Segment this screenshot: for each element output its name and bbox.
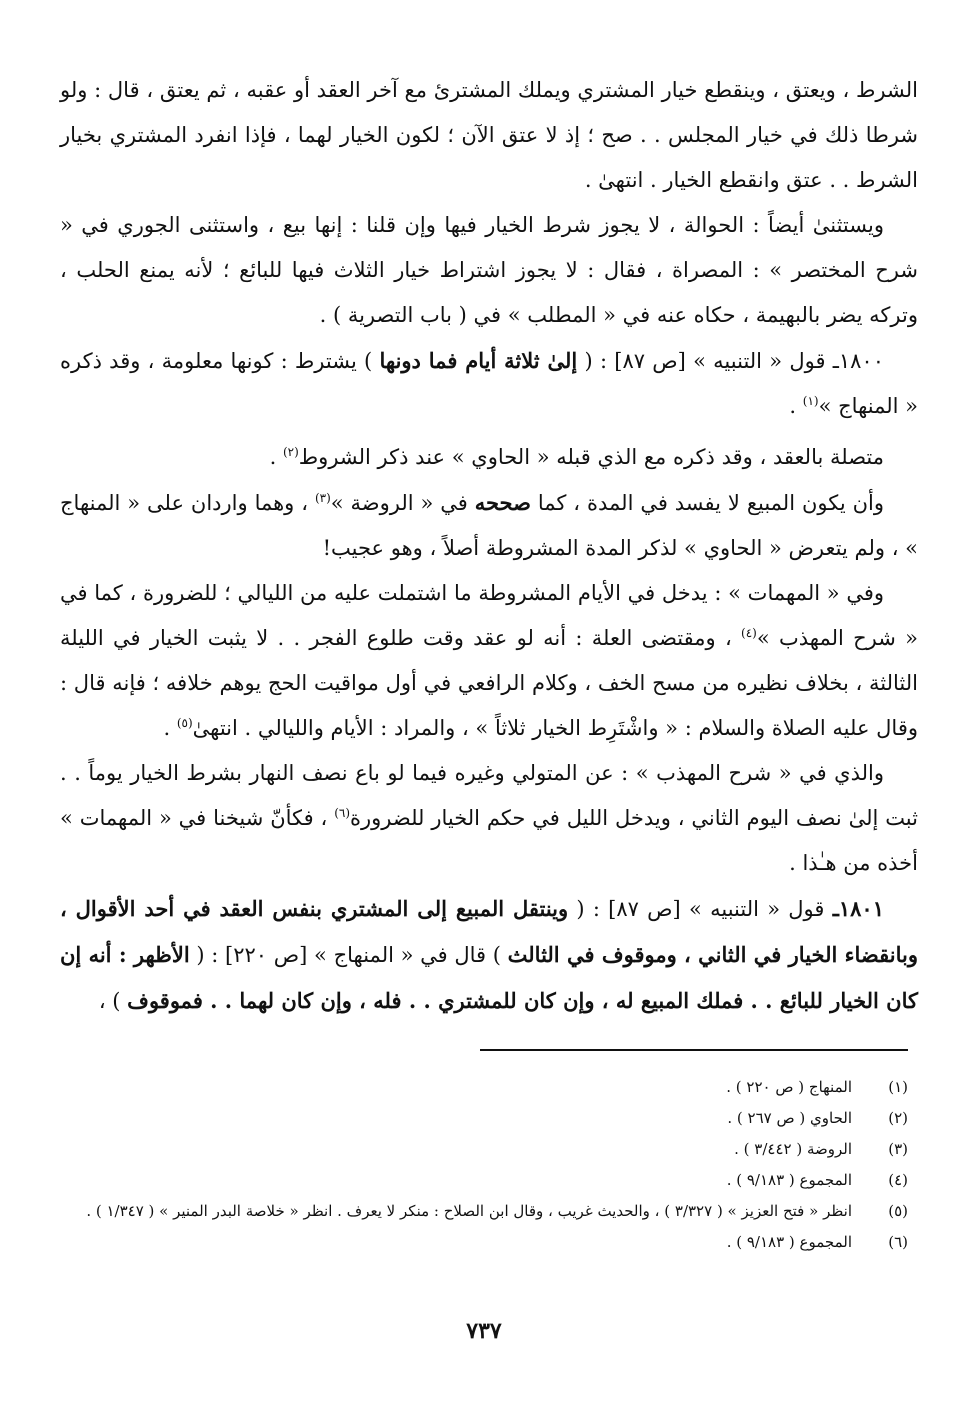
footnote-ref-2[interactable]: (٢) [282, 445, 299, 459]
footnote-ref-6[interactable]: (٦) [334, 806, 351, 820]
text: ، فكأنّ شيخنا في « المهمات » أخذه من هـٰذا . [60, 806, 918, 875]
footnote [60, 1196, 908, 1227]
paragraph-2 [60, 203, 918, 338]
footnote-number: (٥) [888, 1202, 908, 1220]
text: وأن يكون المبيع لا يفسد في المدة ، كما [530, 491, 884, 515]
footnote [60, 1165, 908, 1196]
paragraph-5 [60, 480, 918, 571]
footnote-number: (٤) [888, 1171, 908, 1189]
text: ) يشترط : كونها معلومة ، وقد ذكره « المنهاج » [60, 349, 918, 418]
text: متصلة بالعقد ، وقد ذكره مع الذي قبله « الحاوي » عند ذكر الشروط [298, 445, 884, 469]
text: ) ، [98, 989, 128, 1013]
footnote [60, 1134, 908, 1165]
text: . [163, 716, 177, 740]
text: ، وهما واردان على « المنهاج » ، ولم يتعرض « الحاوي » لذكر المدة المشروطة أصلاً ، وهو عجيب! [60, 491, 918, 560]
text: الشرط ، ويعتق ، وينقطع خيار المشتري ويملك المشترئ مع آخر العقد أو عقبه ، ثم يعتق ، قال : ولو شرطا ذلك في خيار المجلس . . صح ؛ إذ لا عتق الآن ؛ لكون الخيار لهما ، فإذا انفرد المشتري بخيار الشرط . . عتق وانقطع الخيار . انتهىٰ . [60, 78, 918, 192]
text: ويستثنىٰ أيضاً : الحوالة ، لا يجوز شرط الخيار فيها وإن قلنا : إنها بيع ، واستثنى الجوري في « شرح المختصر » : المصراة ، فقال : لا يجوز اشتراط خيار الثلاث فيها للبائع ؛ لأنه يمنع الحلب ، وتركه يضر بالبهيمة ، حكاه عنه في « المطلب » في ( باب التصرية ) . [60, 213, 918, 327]
footnote-text: انظر « فتح العزيز » ( ٣/٣٢٧ ) ، والحديث غريب ، وقال ابن الصلاح : منكر لا يعرف . انظر « خلاصة البدر المنير » ( ١/٣٤٧ ) . [86, 1202, 852, 1220]
quoted-text: إلىٰ ثلاثة أيام فما دونها [379, 348, 578, 373]
footnote-number: (٣) [888, 1140, 908, 1158]
entry-1801 [60, 886, 918, 1024]
footnote-text: الروضة ( ٣/٤٤٢ ) . [734, 1140, 852, 1158]
footnote-ref-5[interactable]: (٥) [176, 716, 193, 730]
paragraph-7 [60, 751, 918, 886]
emphasis: صححه [474, 490, 531, 515]
footnote-text: الحاوي ( ص ٢٦٧ ) . [727, 1109, 852, 1127]
main-text [60, 68, 918, 1024]
quoted-text: وينتقل المبيع إلى المشتري بنفس العقد في أحد الأقوال ، وبانقضاء الخيار في الثاني ، وموقوف في الثالث [60, 896, 918, 967]
text: في « الروضة » [330, 491, 475, 515]
footnote-divider [480, 1049, 908, 1051]
text: ١٨٠٠ـ قول « التنبيه » [ص ٨٧] : ( [577, 349, 884, 373]
paragraph-6 [60, 571, 918, 751]
footnote-number: (١) [888, 1078, 908, 1096]
entry-number: ١٨٠١ـ [832, 896, 884, 921]
entry-1800 [60, 338, 918, 429]
text: . [269, 445, 283, 469]
footnote-text: المجموع ( ٩/١٨٣ ) . [726, 1171, 852, 1189]
footnote-number: (٦) [888, 1233, 908, 1251]
text: وفي « المهمات » : يدخل في الأيام المشروطة ما اشتملت عليه من الليالي ؛ للضرورة ، كما في « شرح المهذب » [60, 581, 918, 650]
text: . [789, 394, 803, 418]
text: ) قال في « المنهاج » [ص ٢٢٠] : ( [189, 943, 508, 967]
footnote-number: (٢) [888, 1109, 908, 1127]
footnotes [60, 1072, 908, 1258]
footnote-ref-3[interactable]: (٣) [314, 491, 331, 505]
quoted-text: الأظهر : أنه إن كان الخيار للبائع . . فملك المبيع له ، وإن كان للمشتري . . فله ، وإن كان لهما . . فموقوف [60, 942, 918, 1013]
footnote [60, 1227, 908, 1258]
page-number: ٧٣٧ [466, 1318, 502, 1344]
text: والذي في « شرح المهذب » : عن المتولي وغيره فيما لو باع نصف النهار بشرط الخيار يوماً . . ثبت إلىٰ نصف اليوم الثاني ، ويدخل الليل في حكم الخيار للضرورة [60, 761, 918, 830]
text: قول « التنبيه » [ص ٨٧] : ( [568, 897, 833, 921]
footnote [60, 1103, 908, 1134]
footnote [60, 1072, 908, 1103]
footnote-ref-4[interactable]: (٤) [741, 626, 757, 640]
footnote-text: المجموع ( ٩/١٨٣ ) . [726, 1233, 852, 1251]
text: ، ومقتضى العلة : أنه لو عقد وقت طلوع الفجر . . لا يثبت الخيار في الليلة الثالثة ، بخلاف نظيره من مسح الخف ، وكلام الرافعي في أول مواقيت الحج يوهم خلافه ؛ فإنه قال : وقال عليه الصلاة والسلام : « واشْتَرِط الخيار ثلاثاً » ، والمراد : الأيام والليالي . انتهىٰ [60, 626, 918, 740]
paragraph-1 [60, 68, 918, 203]
footnote-ref-1[interactable]: (١) [802, 394, 819, 408]
paragraph-4 [60, 435, 918, 480]
footnote-text: المنهاج ( ص ٢٢٠ ) . [726, 1078, 852, 1096]
